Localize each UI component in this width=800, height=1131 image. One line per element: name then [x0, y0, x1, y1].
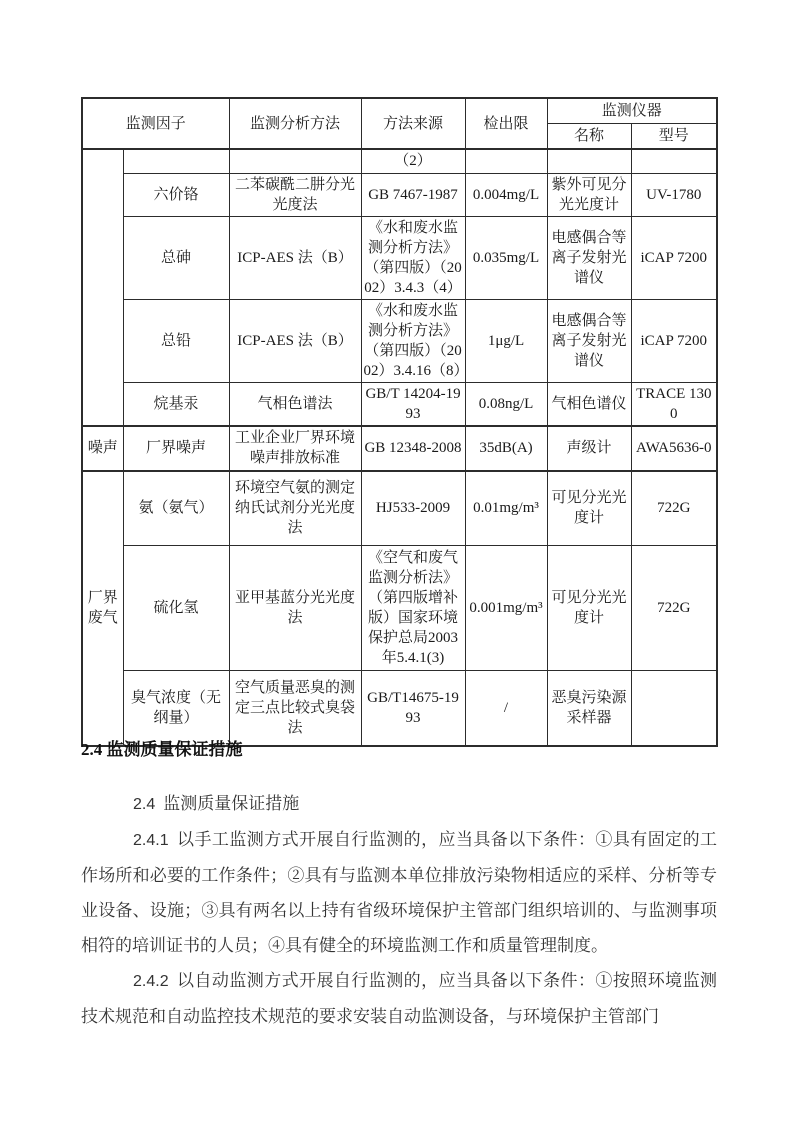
limit-cell: 0.004mg/L	[465, 173, 547, 216]
limit-cell: 0.01mg/m³	[465, 471, 547, 546]
category-cell: 厂界废气	[82, 471, 123, 746]
factor-cell: 烷基汞	[123, 382, 229, 426]
model-cell: AWA5636-0	[631, 426, 717, 471]
instrument-name-cell: 电感偶合等离子发射光谱仪	[547, 299, 631, 382]
factor-cell	[123, 149, 229, 173]
instrument-name-cell	[547, 149, 631, 173]
model-cell: 722G	[631, 546, 717, 671]
paragraph-number: 2.4.1	[133, 832, 169, 849]
category-cell	[82, 149, 123, 426]
table-row	[82, 426, 717, 471]
model-cell: iCAP 7200	[631, 299, 717, 382]
model-cell: UV-1780	[631, 173, 717, 216]
source-cell: GB 12348-2008	[361, 426, 465, 471]
method-cell: ICP-AES 法（B）	[229, 216, 361, 299]
method-cell: 工业企业厂界环境噪声排放标准	[229, 426, 361, 471]
paragraph-number: 2.4.2	[133, 973, 169, 990]
limit-cell: 0.001mg/m³	[465, 546, 547, 671]
paragraph-number: 2.4	[133, 796, 156, 813]
header-instrument-name: 名称	[547, 123, 631, 149]
paragraph	[81, 786, 717, 822]
method-cell: ICP-AES 法（B）	[229, 299, 361, 382]
limit-cell: 0.08ng/L	[465, 382, 547, 426]
section-heading: 2.4 监测质量保证措施	[81, 740, 243, 759]
method-cell	[229, 149, 361, 173]
instrument-name-cell: 可见分光光度计	[547, 546, 631, 671]
instrument-name-cell: 紫外可见分光光度计	[547, 173, 631, 216]
table-row	[82, 546, 717, 671]
paragraph-text: 以自动监测方式开展自行监测的，应当具备以下条件：①按照环境监测技术规范和自动监控技术规范的要求安装自动监测设备，与环境保护主管部门	[81, 971, 717, 1026]
limit-cell	[465, 149, 547, 173]
model-cell	[631, 149, 717, 173]
paragraph	[81, 963, 717, 1034]
table-row	[82, 216, 717, 299]
instrument-name-cell: 声级计	[547, 426, 631, 471]
factor-cell: 硫化氢	[123, 546, 229, 671]
limit-cell: 1μg/L	[465, 299, 547, 382]
header-method: 监测分析方法	[229, 98, 361, 149]
paragraph	[81, 822, 717, 963]
source-cell: GB 7467-1987	[361, 173, 465, 216]
limit-cell: /	[465, 671, 547, 746]
instrument-name-cell: 电感偶合等离子发射光谱仪	[547, 216, 631, 299]
table-row	[82, 471, 717, 546]
source-cell: 《水和废水监测分析方法》（第四版）（2002）3.4.3（4）	[361, 216, 465, 299]
method-cell: 空气质量恶臭的测定三点比较式臭袋法	[229, 671, 361, 746]
source-cell: 《水和废水监测分析方法》（第四版）（2002）3.4.16（8）	[361, 299, 465, 382]
method-cell: 亚甲基蓝分光光度法	[229, 546, 361, 671]
paragraph-text: 以手工监测方式开展自行监测的，应当具备以下条件：①具有固定的工作场所和必要的工作条件；②具有与监测本单位排放污染物相适应的采样、分析等专业设备、设施；③具有两名以上持有省级环境保护主管部门组织培训的、与监测事项相符的培训证书的人员；④具有健全的环境监测工作和质量管理制度。	[81, 830, 717, 955]
source-cell: GB/T 14204-1993	[361, 382, 465, 426]
factor-cell: 臭气浓度（无纲量）	[123, 671, 229, 746]
source-cell: 《空气和废气监测分析法》（第四版增补版）国家环境保护总局2003年5.4.1(3)	[361, 546, 465, 671]
factor-cell: 六价铬	[123, 173, 229, 216]
table-row	[82, 299, 717, 382]
paragraph-text: 监测质量保证措施	[163, 794, 300, 813]
header-factor: 监测因子	[82, 98, 229, 149]
source-cell: GB/T14675-1993	[361, 671, 465, 746]
section-2-4	[81, 739, 717, 1034]
factor-cell: 厂界噪声	[123, 426, 229, 471]
limit-cell: 0.035mg/L	[465, 216, 547, 299]
model-cell	[631, 671, 717, 746]
model-cell: 722G	[631, 471, 717, 546]
table-row	[82, 173, 717, 216]
header-limit: 检出限	[465, 98, 547, 149]
method-cell: 环境空气氨的测定纳氏试剂分光光度法	[229, 471, 361, 546]
factor-cell: 氨（氨气）	[123, 471, 229, 546]
instrument-name-cell: 恶臭污染源采样器	[547, 671, 631, 746]
method-cell: 二苯碳酰二肼分光光度法	[229, 173, 361, 216]
source-cell: HJ533-2009	[361, 471, 465, 546]
factor-cell: 总砷	[123, 216, 229, 299]
model-cell: TRACE 1300	[631, 382, 717, 426]
table-row	[82, 671, 717, 746]
limit-cell: 35dB(A)	[465, 426, 547, 471]
source-cell: （2）	[361, 149, 465, 173]
table-row	[82, 149, 717, 173]
category-cell: 噪声	[82, 426, 123, 471]
table-row	[82, 382, 717, 426]
header-instrument: 监测仪器	[547, 98, 717, 123]
instrument-name-cell: 可见分光光度计	[547, 471, 631, 546]
monitoring-method-table	[81, 97, 718, 747]
instrument-name-cell: 气相色谱仪	[547, 382, 631, 426]
factor-cell: 总铅	[123, 299, 229, 382]
method-cell: 气相色谱法	[229, 382, 361, 426]
header-source: 方法来源	[361, 98, 465, 149]
model-cell: iCAP 7200	[631, 216, 717, 299]
header-instrument-model: 型号	[631, 123, 717, 149]
